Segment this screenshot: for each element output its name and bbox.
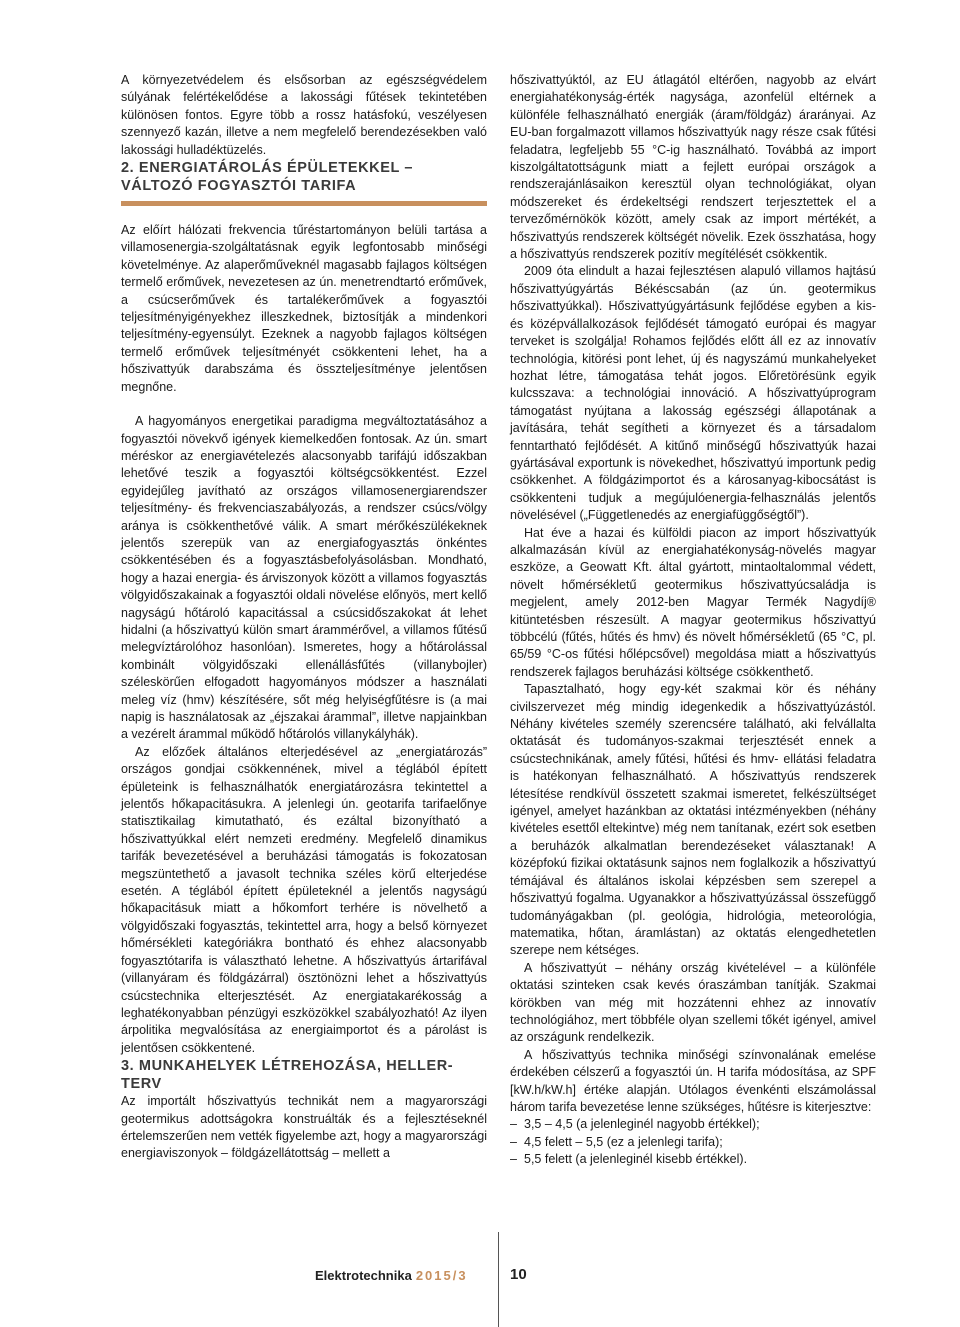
right-paragraph-4: Tapasztalható, hogy egy-két szakmai kör és néhány civilszervezet még mindig idegenkedik a hőszivattyúzástól. Néhány kivételes személy szerencsére található, aki felvállalta oktatását és tudományos-szakmai terjesztését ennek a csúcstechnikának, amely fűtési, hűtési és hmv- ellátási feladatra is hatékonyan felhasználható. A hőszivattyús rendszerek létesítése rendkívül összetett szakmai ismeretet, felkészültséget igényel, amelyet hazánkban az oktatási intézményekben (néhány kivételes esettől eltekintve) még nem tanítanak, ezért sok esetben a beruházók alkalmatlan berendezéseket választanak! A középfokú fizikai oktatásunk sajnos nem foglalkozik a hőszivattyú témájával és általános iskolai képzésben sem szerepel a hőszivattyú fogalma. Ugyanakkor a hőszivattyúzással összefüggő tudományágakban (pl. geológia, hidrológia, meteorológia, matematika, hőtan, áramlástan) az oktatás elengedhetetlen szerepe nem kétséges. xyxy=(510,682,876,958)
list-item: – 3,5 – 4,5 (a jelenleginél nagyobb értékkel); xyxy=(510,1116,876,1133)
footer-journal xyxy=(315,1268,468,1283)
footer-divider xyxy=(498,1232,499,1327)
list-item: – 5,5 felett (a jelenleginél kisebb értékkel). xyxy=(510,1151,876,1168)
right-paragraph-2: 2009 óta elindult a hazai fejlesztésen alapuló villamos hajtású hőszivattyúgyártás Békéscsabán (az ún. geotermikus hőszivattyúkkal). Hőszivattyúgyártásunk fejlődése egyben a kis- és középvállalkozások fejlődését támogató európai és magyar terveket is szolgálja! Rohamos fejlődés előtt áll ez az innovatív technológia, kitörési pont lehet, új és nagyszámú munkahelyeket hozhat létre, támogatása tehát jogos. Előretörésünk egyik kulcsszava: a technológiai innováció. A hőszivattyúprogram támogatást nyújtana a lakosság egészségi állapotának a javítására, tehát segítheti a környezet és a társadalom fenntartható fejlődését. A kitűnő minőségű hőszivattyúk hazai gyártásával exportunk is növekedhet, hőszivattyú importunk pedig csökkenhet. A földgázimportot és a károsanyag-kibocsátást is csökkenteni tudjuk a megújulóenergia-felhasználás jelentős növelésével („Függetlenedés az energiafüggőségtől”). xyxy=(510,264,876,523)
tariff-list xyxy=(510,1116,876,1168)
list-item: – 4,5 felett – 5,5 (ez a jelenlegi tarifa); xyxy=(510,1134,876,1151)
section-heading-rule xyxy=(121,201,487,206)
section-2-paragraph-2: A hagyományos energetikai paradigma megváltoztatásához a fogyasztói növekvő igények kiemelkedően fontosak. Az ún. smart méréskor az energiavételezés alacsonyabb tarifájú időszakban lehetővé teszik a fogyasztói költségcsökkentést. Ezzel egyidejűleg javítható az országos villamosenergiarendszer teljesítmény- és frekvenciaszabályozás, a rendszer csúcs/völgy aránya is csökkenthetővé válik. A smart mérőkészülékeknek jelentős szerepük van az energiafogyasztás önkéntes csökkentésében és a fogyasztásbefolyásolásban. Mondható, hogy a hazai energia- és árviszonyok között a villamos fogyasztás völgyidőszakainak a fogyasztói oldali növelése előnyös, mert kellő nagyságú hőtároló kapacitással a csúcsidőszakokat át lehet hidalni (a hőszivattyú külön smart árammérővel, a villamos fűtésű melegvíztárolóhoz hasonlóan). Ismeretes, hogy a hőtárolással kombinált völgyidőszaki ellenállásfűtés (villanybojler) széleskörűen elfogadott hagyományos módszer a használati meleg víz (hmv) készítésére, sőt még helyiségfűtésre is (a mai napig is használatosak az „éjszakai árammal”, illetve napjainkban a vezérelt árammal működő hőtárolós villanykályhák). xyxy=(121,414,487,742)
right-paragraph-1: hőszivattyúktól, az EU átlagától eltérően, nagyobb az elvárt energiahatékonyság-érték nagysága, azonfelül eltérnek a különféle felhasználható energiák (áram/földgáz) árarányai. Az EU-ban forgalmazott villamos hőszivattyúk nagy része csak fűtési feladatra, legfeljebb 55 °C-ig használható. Továbbá az import kiszolgáltatottságunk miatt a fejlett európai országok a rendszerajánlásaikon keresztül olyan technológiákat, olyan módszereket és érdekeltségi rendszert terjesztettek el a tervezőmérnökök között, amely csak az import mértékét, a hőszivattyús rendszerek költségét növelik. Ezek összhatása, hogy a hőszivattyús rendszerek pozitív megítélését csökkentik. xyxy=(510,73,876,262)
section-3-heading: 3. MUNKAHELYEK LÉTREHOZÁSA, HELLER-TERV xyxy=(121,1058,454,1093)
right-paragraph-3: Hat éve a hazai és külföldi piacon az import hőszivattyúk alkalmazásán kívül az energiahatékonyság-növelés magyar eszköze, a Geowatt Kft. által gyártott, mintaoltalommal védett, növelt hőmérsékletű geotermikus hőszivattyúcsaládja is megjelent, amely 2012-ben Magyar Termék Nagydíj® kitüntetésben részesült. A magyar geotermikus hőszivattyú többcélú (fűtés, hűtés és hmv) és növelt hőmérsékletű (65 °C, pl. 65/59 °C-os fűtési hőlépcsővel) megoldása miatt a hőszivattyús rendszerek fajlagos beruházási költsége csökkenthető. xyxy=(510,525,876,679)
right-column xyxy=(510,72,876,1169)
section-2-heading: 2. ENERGIATÁROLÁS ÉPÜLETEKKEL – VÁLTOZÓ FOGYASZTÓI TARIFA xyxy=(121,160,413,195)
section-2-paragraph-3: Az előzőek általános elterjedésével az „energiatározás” országos gondjai csökkennének, mivel a téglából épített épületeink is felhasználhatók energiatározásra tekintettel a jelentős hőkapacitásukra. A jelenlegi ún. geotarifa tarifaelőnye statisztikailag kimutatható, és ezáltal bizonyítható a hőszivattyúkkal elért nemzeti eredmény. Megfelelő dinamikus tarifák bevezetésével a beruházási támogatás is fokozatosan megszüntethető a javasolt technika széles körű elterjedése esetén. A téglából épített épületeknél a jelentős nagyságú hőkapacitásuk miatt a hőkomfort terhére is növelhető a völgyidőszaki fogyasztás, tekintettel arra, hogy a belső környezet hőmérsékleti kategóriákra bontható és ehhez alacsonyabb fogyasztótarifa is választható lehetne. A hőszivattyús ártarifával (villanyáram és földgázárral) ösztönözni lehet a hőszivattyús csúcstechnika elterjesztését. Az energiatakarékosság a leghatékonyabban pénzügyi eszközökkel szabályozható! Az ilyen árpolitika megvalósítása az energiaimportot és a párolást is jelentősen csökkentené. xyxy=(121,744,487,1055)
journal-issue: 2015/3 xyxy=(415,1268,468,1283)
section-3-paragraph-1: Az importált hőszivattyús technikát nem a magyarországi geotermikus adottságokra konstruálták és a fejlesztéseknél értelemszerűen nem vették figyelembe azt, hogy a magyarországi energiaviszonyok – földgázellátottság – mellett a xyxy=(121,1094,487,1161)
left-column xyxy=(121,72,487,1163)
page-number: 10 xyxy=(510,1266,527,1283)
intro-paragraph: A környezetvédelem és elsősorban az egészségvédelem súlyának felértékelődése a lakossági fűtések tekintetében különösen fontos. Egyre több a rossz hatásfokú, veszélyesen szennyező kazán, illetve a nem megfelelő berendezésekben való lakossági hulladéktüzelés. xyxy=(121,73,487,157)
journal-title: Elektrotechnika xyxy=(315,1268,412,1283)
section-2-paragraph-1: Az előírt hálózati frekvencia tűréstartományon belüli tartása a villamosenergia-szolgáltatásnak egyik legfontosabb minőségi követelménye. Az alaperőműveknél magasabb fajlagos költségen termelő erőművek, nevezetesen az ún. menetrendtartó erőművek, a csúcserőművek és tartalékerőművek a fogyasztói teljesítményigényekhez illeszkednek, biztosítják a mindenkori teljesítmény-egyensúlyt. Ezeknek a nagyobb fajlagos költségen termelő erőművek teljesítményét csökkenteni lehet, ha a hőszivattyúk darabszáma és összteljesítménye jelentősen megnőne. xyxy=(121,223,487,394)
right-paragraph-6: A hőszivattyús technika minőségi színvonalának emelése érdekében célszerű a fogyasztói ún. H tarifa módosítása, az SPF [kW.h/kW.h] értéke alapján. Utólagos évenkénti elszámolással három tarifa bevezetése lenne szükséges, hűtésre is kiterjesztve: xyxy=(510,1047,876,1114)
right-paragraph-5: A hőszivattyút – néhány ország kivételével – a különféle oktatási szinteken csak kevés óraszámban tanítják. Szakmai körökben van még mit hozzátenni ehhez az innovatív technológiához, mert többféle olyan szellemi tőkét igényel, amivel az országunk rendelkezik. xyxy=(510,960,876,1045)
